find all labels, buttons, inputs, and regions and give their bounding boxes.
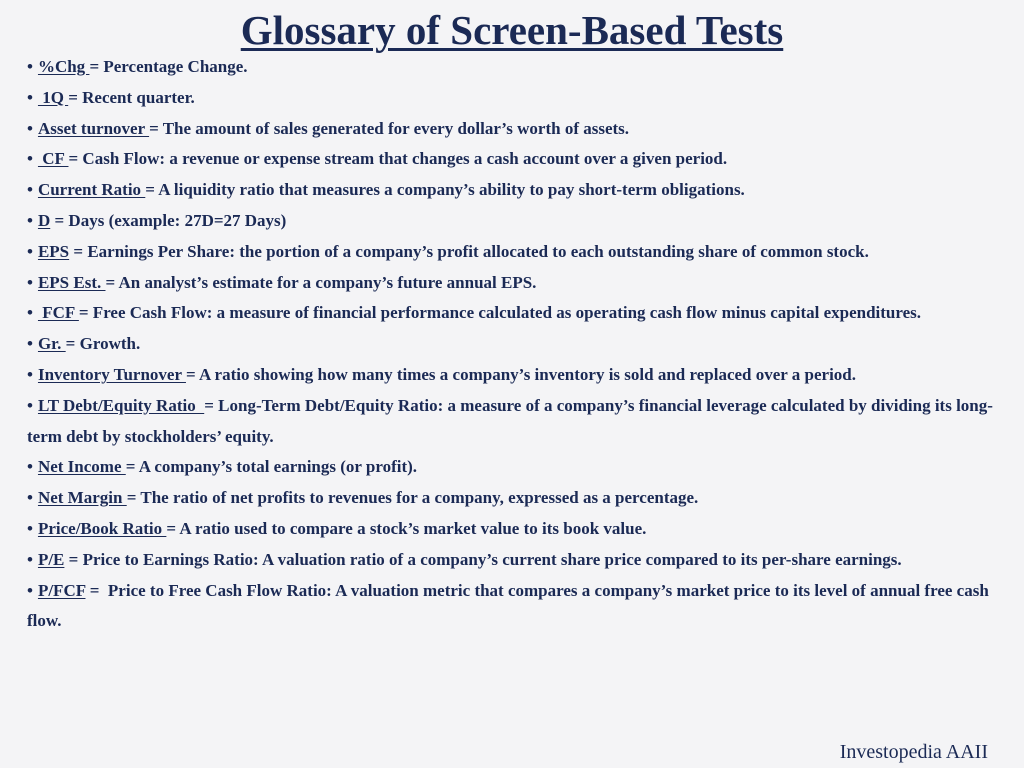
glossary-term: Current Ratio <box>37 180 146 200</box>
bullet-icon: • <box>27 395 33 415</box>
glossary-entry <box>27 175 1012 206</box>
glossary-term: Net Income <box>37 457 126 477</box>
slide-title: Glossary of Screen-Based Tests <box>240 7 784 53</box>
glossary-entry <box>27 329 1012 360</box>
glossary-list <box>27 52 1012 637</box>
bullet-icon: • <box>27 457 33 477</box>
glossary-term: EPS <box>37 241 70 261</box>
bullet-icon: • <box>27 87 33 107</box>
glossary-entry <box>27 52 1012 83</box>
bullet-icon: • <box>27 180 33 200</box>
glossary-entry <box>27 452 1012 483</box>
bullet-icon: • <box>27 57 33 76</box>
glossary-entry <box>27 206 1012 237</box>
glossary-entry <box>27 483 1012 514</box>
glossary-entry <box>27 298 1012 329</box>
glossary-term: EPS Est. <box>37 272 106 292</box>
glossary-term: Asset turnover <box>37 118 150 138</box>
bullet-icon: • <box>27 580 33 600</box>
glossary-term: 1Q <box>37 87 69 107</box>
glossary-definition: = An analyst’s estimate for a company’s future annual EPS. <box>105 272 537 292</box>
glossary-term: Gr. <box>37 334 66 354</box>
bullet-icon: • <box>27 149 33 169</box>
glossary-entry <box>27 144 1012 175</box>
glossary-definition: = A company’s total earnings (or profit). <box>125 457 418 477</box>
glossary-entry <box>27 391 1012 453</box>
glossary-definition: = Free Cash Flow: a measure of financial performance calculated as operating cash flow minus capital expenditures. <box>78 303 922 323</box>
glossary-entry <box>27 114 1012 145</box>
bullet-icon: • <box>27 272 33 292</box>
glossary-definition: = Price to Free Cash Flow Ratio: A valuation metric that compares a company’s market price to its level of annual free cash flow. <box>27 580 994 631</box>
glossary-term: Price/Book Ratio <box>37 518 167 538</box>
bullet-icon: • <box>27 334 33 354</box>
bullet-icon: • <box>27 118 33 138</box>
glossary-entry <box>27 576 1012 638</box>
glossary-definition: = A liquidity ratio that measures a company’s ability to pay short-term obligations. <box>145 180 745 200</box>
glossary-definition: = Earnings Per Share: the portion of a company’s profit allocated to each outstanding share of common stock. <box>69 241 869 261</box>
glossary-entry <box>27 360 1012 391</box>
bullet-icon: • <box>27 488 33 508</box>
glossary-definition: = Cash Flow: a revenue or expense stream that changes a cash account over a given period. <box>68 149 728 169</box>
glossary-definition: = Price to Earnings Ratio: A valuation ratio of a company’s current share price compared to its per-share earnings. <box>64 549 902 569</box>
glossary-definition: = Percentage Change. <box>89 57 248 76</box>
bullet-icon: • <box>27 518 33 538</box>
glossary-entry <box>27 545 1012 576</box>
glossary-definition: = Long-Term Debt/Equity Ratio: a measure of a company’s financial leverage calculated by dividing its long-term debt by stockholders’ equity. <box>27 395 993 446</box>
glossary-entry <box>27 83 1012 114</box>
bullet-icon: • <box>27 549 33 569</box>
glossary-term: P/E <box>37 549 65 569</box>
glossary-definition: = The ratio of net profits to revenues for a company, expressed as a percentage. <box>126 488 699 508</box>
glossary-definition: = Days (example: 27D=27 Days) <box>50 210 287 230</box>
source-credit: Investopedia AAII <box>839 741 988 763</box>
glossary-definition: = A ratio used to compare a stock’s market value to its book value. <box>166 518 647 538</box>
glossary-term: P/FCF <box>37 580 86 600</box>
glossary-definition: = A ratio showing how many times a company’s inventory is sold and replaced over a period. <box>185 364 857 384</box>
glossary-definition: = Recent quarter. <box>68 87 195 107</box>
glossary-term: CF <box>37 149 69 169</box>
glossary-entry <box>27 237 1012 268</box>
glossary-entry <box>27 514 1012 545</box>
bullet-icon: • <box>27 303 33 323</box>
glossary-term: LT Debt/Equity Ratio <box>37 395 205 415</box>
bullet-icon: • <box>27 241 33 261</box>
glossary-definition: = The amount of sales generated for every dollar’s worth of assets. <box>149 118 630 138</box>
glossary-term: FCF <box>37 303 79 323</box>
bullet-icon: • <box>27 364 33 384</box>
glossary-entry <box>27 268 1012 299</box>
glossary-term: Inventory Turnover <box>37 364 186 384</box>
glossary-term: %Chg <box>37 57 90 76</box>
glossary-definition: = Growth. <box>65 334 141 354</box>
glossary-term: D <box>37 210 51 230</box>
bullet-icon: • <box>27 210 33 230</box>
glossary-term: Net Margin <box>37 488 127 508</box>
